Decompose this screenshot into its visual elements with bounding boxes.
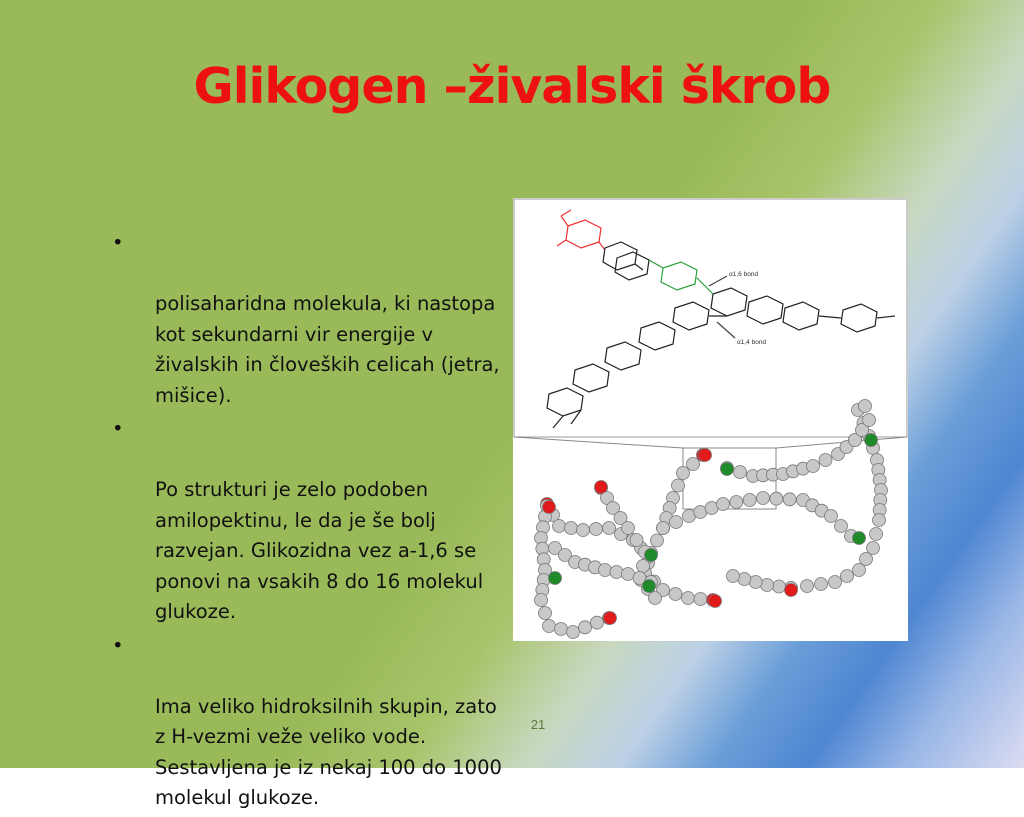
- glucose-bead: [610, 566, 623, 579]
- glucose-bead: [801, 580, 814, 593]
- glucose-bead: [829, 576, 842, 589]
- glucose-bead: [859, 400, 872, 413]
- glucose-bead: [543, 620, 556, 633]
- glucose-bead: [870, 528, 883, 541]
- glucose-bead: [835, 520, 848, 533]
- glucose-bead: [535, 594, 548, 607]
- glucose-bead: [873, 514, 886, 527]
- glucose-bead: [565, 522, 578, 535]
- bullet-item: [112, 631, 516, 814]
- branch-point-bead: [645, 549, 658, 562]
- glucose-bead: [749, 576, 762, 589]
- glucose-bead: [682, 592, 695, 605]
- glucose-bead: [577, 524, 590, 537]
- glucose-bead: [567, 626, 580, 639]
- chain-end-bead: [709, 595, 722, 608]
- glucose-bead: [694, 593, 707, 606]
- bullet-icon: •: [112, 231, 124, 254]
- glucose-bead: [734, 466, 747, 479]
- glucose-bead: [761, 579, 774, 592]
- chain-end-bead: [595, 481, 608, 494]
- chain-end-bead: [543, 501, 556, 514]
- glucose-bead: [669, 588, 682, 601]
- bullet-item: [112, 414, 516, 628]
- glucose-bead: [770, 492, 783, 505]
- bullet-item: [112, 228, 516, 411]
- chain-end-bead: [785, 584, 798, 597]
- glucose-bead: [637, 560, 650, 573]
- branch-point-bead: [853, 532, 866, 545]
- glucose-bead: [825, 510, 838, 523]
- alpha16-bond-label: α1,6 bond: [729, 271, 759, 278]
- glucose-bead: [657, 522, 670, 535]
- glucose-bead: [807, 460, 820, 473]
- zoom-line-left: [514, 437, 683, 448]
- bullet-text: polisaharidna molekula, ki nastopa kot sekundarni vir energije v živalskih in človeških celicah (jetra, mišice).: [155, 292, 500, 407]
- chain-end-bead: [604, 612, 617, 625]
- glucose-bead: [590, 523, 603, 536]
- glucose-bead: [622, 522, 635, 535]
- glucose-bead: [649, 592, 662, 605]
- chain-end-bead: [699, 449, 712, 462]
- glucose-bead: [670, 516, 683, 529]
- glucose-bead: [553, 520, 566, 533]
- glucose-bead: [672, 479, 685, 492]
- glucose-bead: [853, 564, 866, 577]
- glucose-bead: [819, 454, 832, 467]
- glucose-bead: [727, 570, 740, 583]
- page-number: 21: [530, 717, 546, 732]
- glucose-bead: [757, 492, 770, 505]
- glucose-bead: [591, 616, 604, 629]
- bullet-icon: •: [112, 633, 124, 657]
- glucose-bead: [599, 564, 612, 577]
- glucose-bead: [651, 534, 664, 547]
- alpha14-bond-label: α1,4 bond: [737, 339, 767, 346]
- glucose-bead: [687, 458, 700, 471]
- glucose-bead: [677, 467, 690, 480]
- bullet-text: Po strukturi je zelo podoben amilopektinu, le da je še bolj razvejan. Glikozidna vez a-1,6 se ponovi na vsakih 8 do 16 molekul glukoze.: [155, 478, 484, 623]
- bullet-text: Ima veliko hidroksilnih skupin, zato z H-vezmi veže veliko vode. Sestavljena je iz nekaj 100 do 1000 molekul glukoze.: [155, 694, 502, 809]
- branch-point-bead: [721, 463, 734, 476]
- slide-title: Glikogen –živalski škrob: [193, 58, 831, 115]
- glucose-bead: [863, 414, 876, 427]
- branch-point-bead: [549, 572, 562, 585]
- glucose-bead: [630, 534, 643, 547]
- glucose-bead: [743, 494, 756, 507]
- glucose-bead: [603, 522, 616, 535]
- glucose-bead: [717, 498, 730, 511]
- glucose-bead: [841, 570, 854, 583]
- branch-point-bead: [643, 580, 656, 593]
- glycogen-structure-figure: [513, 198, 908, 641]
- bullet-list: [112, 228, 516, 817]
- glucose-bead: [539, 607, 552, 620]
- glucose-bead: [555, 623, 568, 636]
- glucose-bead: [815, 578, 828, 591]
- glucose-bead: [783, 493, 796, 506]
- glucose-bead: [773, 580, 786, 593]
- glucose-bead: [730, 496, 743, 509]
- glucose-bead: [622, 568, 635, 581]
- glucose-bead: [579, 621, 592, 634]
- structure-panel-frame: [514, 199, 907, 437]
- bullet-icon: •: [112, 417, 124, 440]
- glucose-bead: [738, 573, 751, 586]
- branch-point-bead: [865, 434, 878, 447]
